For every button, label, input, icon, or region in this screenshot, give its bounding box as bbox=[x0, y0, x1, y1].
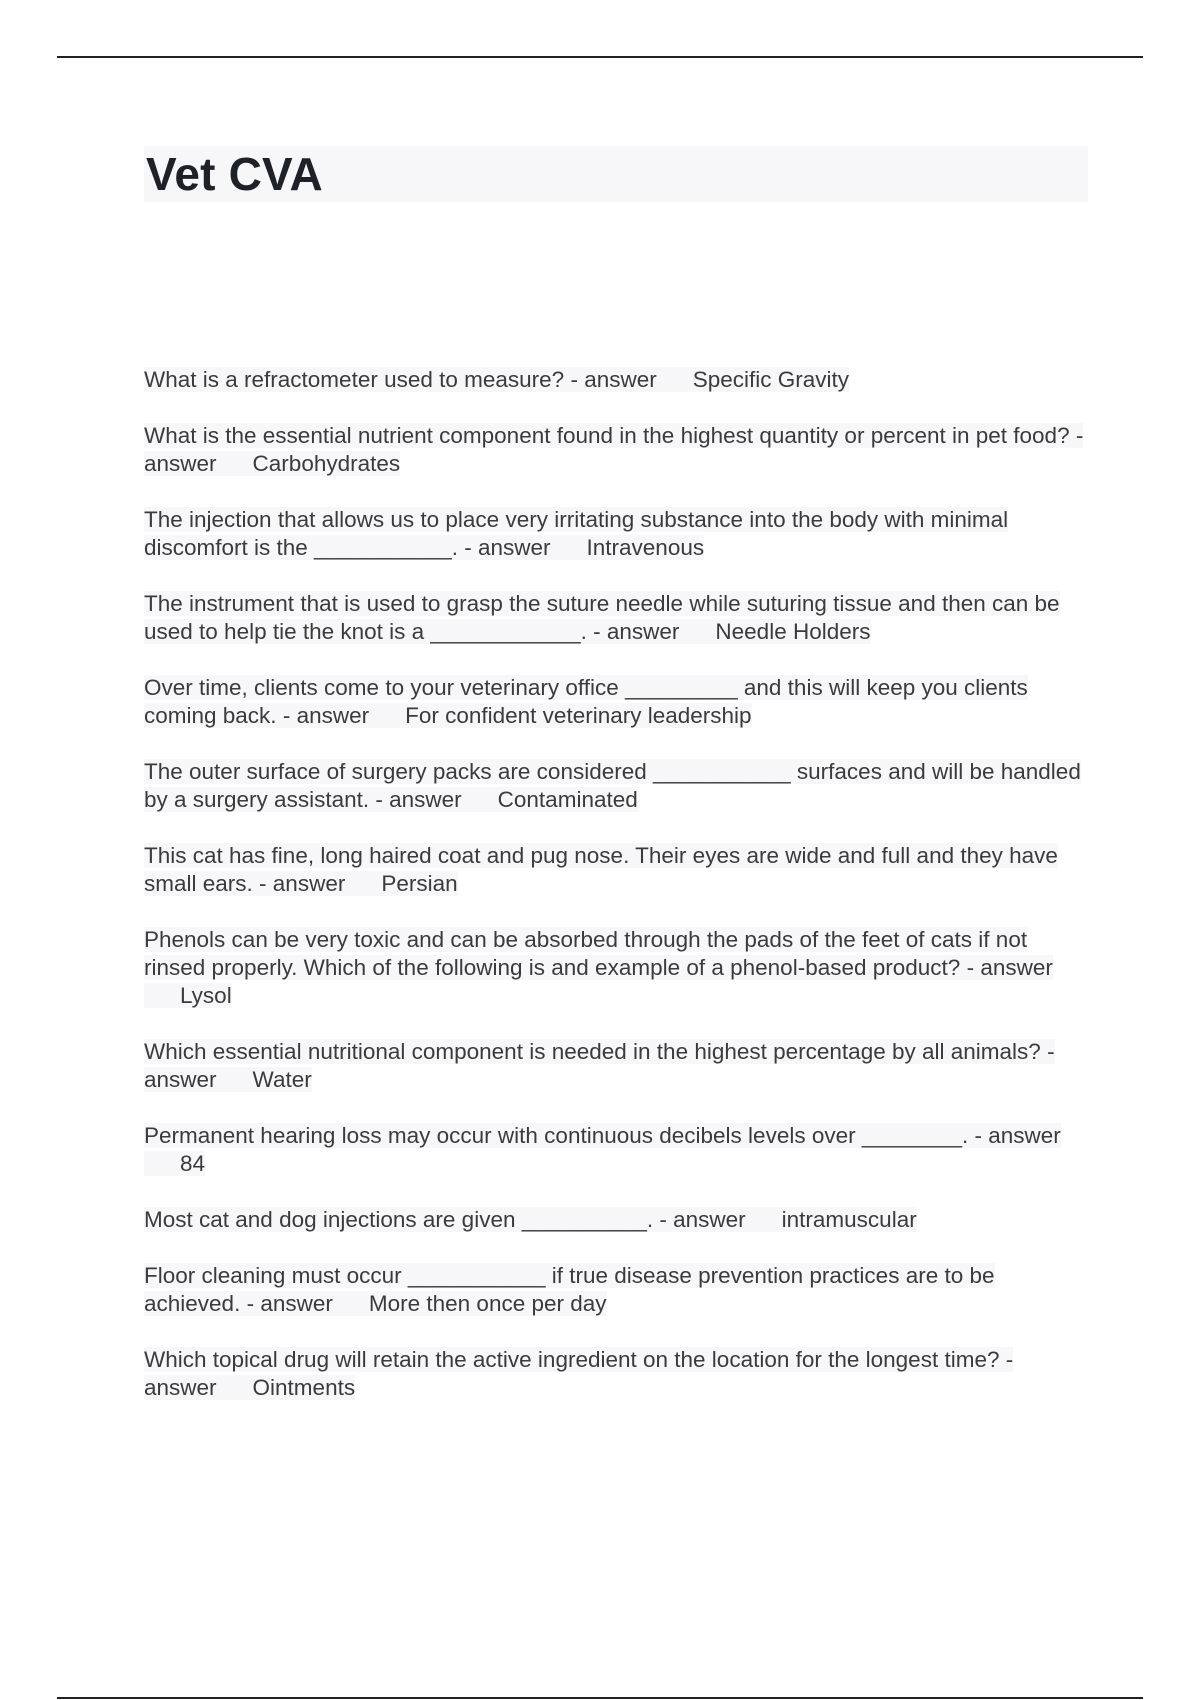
qa-item bbox=[144, 1038, 1088, 1094]
qa-item bbox=[144, 506, 1088, 562]
question-text: The outer surface of surgery packs are considered ___________ surfaces and will be handled by a surgery assistant. bbox=[144, 759, 1081, 812]
answer-marker: - answer bbox=[659, 1207, 746, 1232]
question-text: Which topical drug will retain the active ingredient on the location for the longest time? bbox=[144, 1347, 1000, 1372]
qa-line bbox=[144, 843, 1058, 896]
answer-text: More then once per day bbox=[368, 1291, 607, 1316]
question-text: The injection that allows us to place very irritating substance into the body with minimal discomfort is the ___________. bbox=[144, 507, 1009, 560]
answer-text: 84 bbox=[180, 1151, 206, 1176]
qa-line bbox=[144, 1347, 1013, 1400]
question-text: What is the essential nutrient component found in the highest quantity or percent in pet food? bbox=[144, 423, 1070, 448]
answer-text: Needle Holders bbox=[715, 619, 871, 644]
answer-marker: - answer bbox=[144, 423, 1084, 476]
page-title: Vet CVA bbox=[146, 148, 323, 200]
qa-list bbox=[144, 366, 1088, 1430]
answer-text: Lysol bbox=[180, 983, 232, 1008]
qa-line bbox=[144, 1039, 1055, 1092]
answer-marker: - answer bbox=[144, 1039, 1055, 1092]
answer-text: Persian bbox=[381, 871, 458, 896]
answer-text: For confident veterinary leadership bbox=[405, 703, 752, 728]
question-text: Most cat and dog injections are given __________. bbox=[144, 1207, 654, 1232]
answer-text: Ointments bbox=[252, 1375, 356, 1400]
answer-marker: - answer bbox=[144, 1347, 1014, 1400]
question-text: What is a refractometer used to measure? bbox=[144, 367, 565, 392]
answer-marker: - answer bbox=[570, 367, 657, 392]
qa-line bbox=[144, 675, 1028, 728]
question-text: Permanent hearing loss may occur with continuous decibels levels over ________. bbox=[144, 1123, 969, 1148]
question-text: This cat has fine, long haired coat and pug nose. Their eyes are wide and full and they have small ears. bbox=[144, 843, 1058, 896]
qa-line bbox=[144, 1207, 917, 1232]
answer-marker: - answer bbox=[375, 787, 462, 812]
qa-line bbox=[144, 423, 1083, 476]
qa-item bbox=[144, 1262, 1088, 1318]
qa-item bbox=[144, 674, 1088, 730]
qa-item bbox=[144, 366, 1088, 394]
answer-marker: - answer bbox=[593, 619, 680, 644]
question-text: The instrument that is used to grasp the suture needle while suturing tissue and then can be used to help tie the knot is a ____________. bbox=[144, 591, 1060, 644]
answer-marker: - answer bbox=[282, 703, 370, 728]
top-rule bbox=[57, 56, 1143, 58]
qa-line bbox=[144, 591, 1060, 644]
qa-line bbox=[144, 1123, 1061, 1176]
qa-item bbox=[144, 422, 1088, 478]
qa-item bbox=[144, 1346, 1088, 1402]
question-text: Which essential nutritional component is needed in the highest percentage by all animals? bbox=[144, 1039, 1041, 1064]
qa-item bbox=[144, 590, 1088, 646]
answer-text: Intravenous bbox=[586, 535, 705, 560]
question-text: Floor cleaning must occur ___________ if true disease prevention practices are to be achieved. bbox=[144, 1263, 995, 1316]
answer-text: Carbohydrates bbox=[252, 451, 401, 476]
qa-item bbox=[144, 842, 1088, 898]
answer-text: Contaminated bbox=[497, 787, 638, 812]
qa-line bbox=[144, 1263, 995, 1316]
qa-item bbox=[144, 758, 1088, 814]
qa-item bbox=[144, 1206, 1088, 1234]
qa-item bbox=[144, 926, 1088, 1010]
answer-marker: - answer bbox=[259, 871, 346, 896]
answer-text: intramuscular bbox=[781, 1207, 917, 1232]
title-band bbox=[144, 146, 1088, 202]
answer-text: Water bbox=[252, 1067, 312, 1092]
question-text: Over time, clients come to your veterinary office _________ and this will keep you clients coming back. bbox=[144, 675, 1028, 728]
answer-marker: - answer bbox=[966, 955, 1053, 980]
answer-marker: - answer bbox=[464, 535, 551, 560]
answer-marker: - answer bbox=[974, 1123, 1061, 1148]
question-text: Phenols can be very toxic and can be absorbed through the pads of the feet of cats if not rinsed properly. Which of the following is and example of a phenol-based product? bbox=[144, 927, 1028, 980]
bottom-rule bbox=[57, 1697, 1143, 1699]
qa-line bbox=[144, 367, 849, 392]
qa-line bbox=[144, 759, 1081, 812]
qa-line bbox=[144, 507, 1008, 560]
qa-line bbox=[144, 927, 1053, 1008]
qa-item bbox=[144, 1122, 1088, 1178]
answer-text: Specific Gravity bbox=[692, 367, 850, 392]
answer-marker: - answer bbox=[246, 1291, 333, 1316]
